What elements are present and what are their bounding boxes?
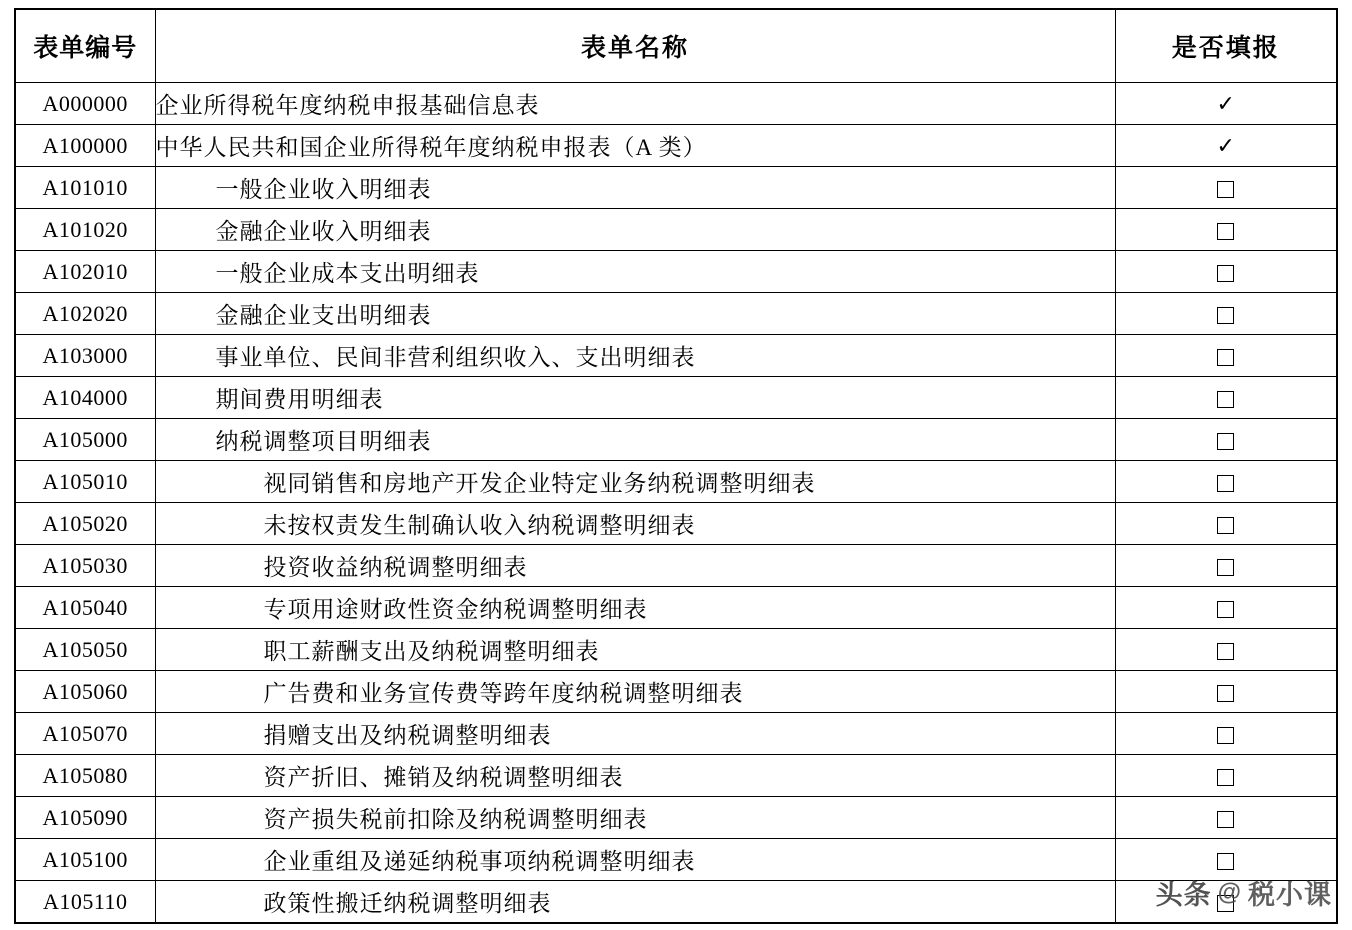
checkbox-icon[interactable] [1217, 181, 1234, 198]
table-row [15, 209, 1337, 251]
checkbox-icon[interactable] [1217, 895, 1234, 912]
form-name-cell: 职工薪酬支出及纳税调整明细表 [155, 629, 1115, 671]
file-status-cell [1115, 545, 1337, 587]
table-row [15, 545, 1337, 587]
column-header-flag: 是否填报 [1115, 9, 1337, 83]
file-status-cell [1115, 419, 1337, 461]
table-row [15, 629, 1337, 671]
checkbox-icon[interactable] [1217, 307, 1234, 324]
form-name-cell: 未按权责发生制确认收入纳税调整明细表 [155, 503, 1115, 545]
form-code-cell: A105070 [15, 713, 155, 755]
file-status-cell [1115, 629, 1337, 671]
form-name-cell: 企业所得税年度纳税申报基础信息表 [155, 83, 1115, 125]
form-code-cell: A105000 [15, 419, 155, 461]
checkbox-icon[interactable] [1217, 265, 1234, 282]
form-name-cell: 视同销售和房地产开发企业特定业务纳税调整明细表 [155, 461, 1115, 503]
watermark-logo: 头条 [1155, 880, 1212, 910]
table-row [15, 881, 1337, 924]
file-status-cell [1115, 167, 1337, 209]
form-name-cell: 金融企业收入明细表 [155, 209, 1115, 251]
file-status-cell [1115, 713, 1337, 755]
table-row [15, 125, 1337, 167]
checkbox-icon[interactable] [1217, 769, 1234, 786]
form-name-cell: 中华人民共和国企业所得税年度纳税申报表（A 类） [155, 125, 1115, 167]
checkbox-icon[interactable] [1217, 559, 1234, 576]
form-code-cell: A101010 [15, 167, 155, 209]
file-status-cell [1115, 797, 1337, 839]
form-code-cell: A102020 [15, 293, 155, 335]
table-header-row [15, 9, 1337, 83]
form-name-cell: 资产损失税前扣除及纳税调整明细表 [155, 797, 1115, 839]
form-name-cell: 一般企业收入明细表 [155, 167, 1115, 209]
form-name-cell: 企业重组及递延纳税事项纳税调整明细表 [155, 839, 1115, 881]
column-header-code: 表单编号 [15, 9, 155, 83]
file-status-cell [1115, 251, 1337, 293]
file-status-cell [1115, 209, 1337, 251]
table-row [15, 797, 1337, 839]
checkbox-icon[interactable] [1217, 433, 1234, 450]
form-code-cell: A105030 [15, 545, 155, 587]
form-name-cell: 广告费和业务宣传费等跨年度纳税调整明细表 [155, 671, 1115, 713]
file-status-cell [1115, 83, 1337, 125]
form-name-cell: 金融企业支出明细表 [155, 293, 1115, 335]
table-row [15, 461, 1337, 503]
file-status-cell [1115, 878, 1337, 924]
form-code-cell: A105050 [15, 629, 155, 671]
checkbox-icon[interactable] [1217, 853, 1234, 870]
file-status-cell [1115, 125, 1337, 167]
form-code-cell: A101020 [15, 209, 155, 251]
table-row [15, 377, 1337, 419]
file-status-cell [1115, 839, 1337, 881]
file-status-cell [1115, 293, 1337, 335]
form-name-cell: 纳税调整项目明细表 [155, 419, 1115, 461]
checkbox-icon[interactable] [1217, 643, 1234, 660]
file-status-cell [1115, 335, 1337, 377]
table-row [15, 671, 1337, 713]
file-status-cell [1115, 755, 1337, 797]
table-row [15, 713, 1337, 755]
file-status-cell [1115, 587, 1337, 629]
file-status-cell [1115, 377, 1337, 419]
form-name-cell: 专项用途财政性资金纳税调整明细表 [155, 587, 1115, 629]
form-code-cell: A105010 [15, 461, 155, 503]
table-row [15, 83, 1337, 125]
column-header-name: 表单名称 [155, 9, 1115, 83]
form-code-cell: A000000 [15, 83, 155, 125]
table-row [15, 293, 1337, 335]
form-code-cell: A105080 [15, 755, 155, 797]
table-row [15, 419, 1337, 461]
table-row [15, 167, 1337, 209]
form-code-cell: A104000 [15, 377, 155, 419]
watermark-author: 税小课 [1248, 880, 1332, 910]
form-name-cell: 一般企业成本支出明细表 [155, 251, 1115, 293]
checkmark-icon: ✓ [1216, 132, 1235, 158]
form-name-cell: 捐赠支出及纳税调整明细表 [155, 713, 1115, 755]
checkbox-icon[interactable] [1217, 685, 1234, 702]
checkbox-icon[interactable] [1217, 223, 1234, 240]
checkbox-icon[interactable] [1217, 349, 1234, 366]
watermark-at-symbol: @ [1217, 878, 1242, 906]
form-code-cell: A105100 [15, 839, 155, 881]
form-code-cell: A105090 [15, 797, 155, 839]
form-name-cell: 事业单位、民间非营利组织收入、支出明细表 [155, 335, 1115, 377]
form-name-cell: 投资收益纳税调整明细表 [155, 545, 1115, 587]
file-status-cell [1115, 671, 1337, 713]
checkbox-icon[interactable] [1217, 811, 1234, 828]
form-name-cell: 期间费用明细表 [155, 377, 1115, 419]
tax-form-list-table [14, 8, 1338, 924]
table-header [15, 9, 1337, 83]
table-body [15, 83, 1337, 924]
form-name-cell: 政策性搬迁纳税调整明细表 [155, 881, 1115, 924]
checkbox-icon[interactable] [1217, 601, 1234, 618]
form-code-cell: A105110 [15, 881, 155, 924]
checkbox-icon[interactable] [1217, 391, 1234, 408]
form-code-cell: A100000 [15, 125, 155, 167]
checkmark-icon: ✓ [1216, 90, 1235, 116]
form-name-cell: 资产折旧、摊销及纳税调整明细表 [155, 755, 1115, 797]
form-code-cell: A103000 [15, 335, 155, 377]
table-row [15, 335, 1337, 377]
form-code-cell: A105020 [15, 503, 155, 545]
table-row [15, 503, 1337, 545]
checkbox-icon[interactable] [1217, 517, 1234, 534]
checkbox-icon[interactable] [1217, 727, 1234, 744]
table-row [15, 251, 1337, 293]
table-row [15, 839, 1337, 881]
form-code-cell: A105040 [15, 587, 155, 629]
table-row [15, 587, 1337, 629]
file-status-cell [1115, 503, 1337, 545]
checkbox-icon[interactable] [1217, 475, 1234, 492]
form-code-cell: A105060 [15, 671, 155, 713]
form-code-cell: A102010 [15, 251, 155, 293]
file-status-cell [1115, 461, 1337, 503]
table-row [15, 755, 1337, 797]
